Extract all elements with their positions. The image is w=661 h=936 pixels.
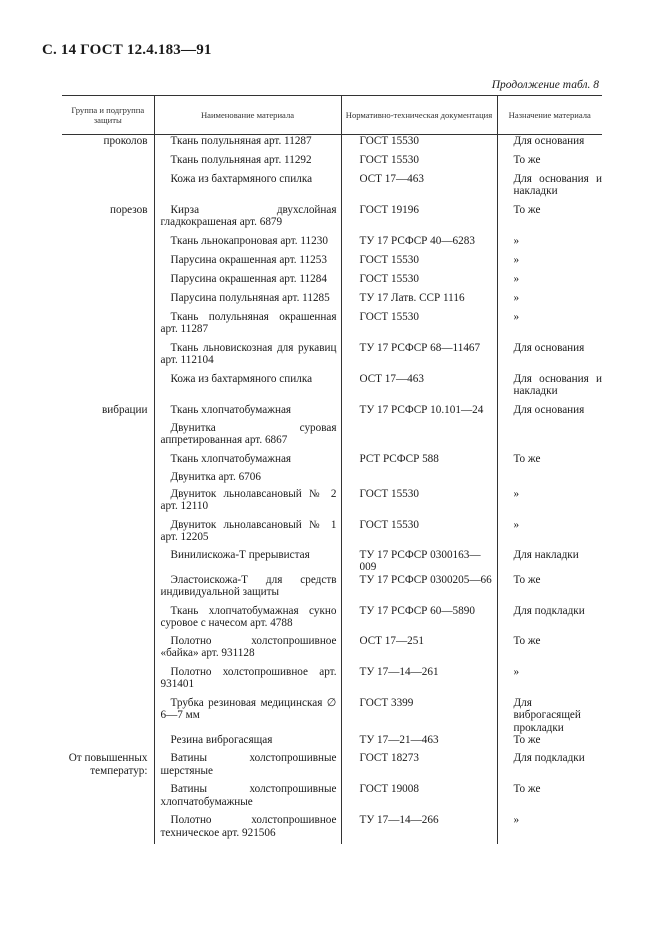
cell-material-name-text: Ткань полульняная арт. 11287 xyxy=(170,135,312,147)
cell-material-name xyxy=(154,519,341,549)
cell-group xyxy=(62,635,154,666)
cell-documentation xyxy=(341,311,497,342)
cell-group xyxy=(62,734,154,752)
cell-documentation xyxy=(341,488,497,519)
cell-group xyxy=(62,273,154,292)
table-row xyxy=(62,734,602,752)
cell-purpose-text: » xyxy=(513,665,520,678)
cell-documentation xyxy=(341,204,497,235)
cell-purpose-text: Для основания xyxy=(513,341,585,354)
cell-group xyxy=(62,342,154,373)
table-row xyxy=(62,488,602,519)
cell-group-text: От повышенных температур: xyxy=(68,752,148,777)
cell-material-name xyxy=(154,135,341,154)
cell-material-name-text: Эластоискожа-Т для средств индивидуальной защиты xyxy=(160,573,337,598)
cell-purpose xyxy=(497,814,602,844)
cell-material-name-text: Двунитка арт. 6706 xyxy=(170,470,261,483)
page-header: С. 14 ГОСТ 12.4.183—91 xyxy=(42,42,212,58)
cell-group xyxy=(62,422,154,453)
cell-material-name xyxy=(154,488,341,519)
cell-documentation xyxy=(341,154,497,173)
cell-material-name xyxy=(154,342,341,373)
table-row xyxy=(62,342,602,373)
cell-material-name xyxy=(154,173,341,204)
cell-purpose-text: Для основания и накладки xyxy=(513,172,602,197)
cell-purpose xyxy=(497,204,602,235)
table-row xyxy=(62,422,602,453)
cell-purpose-text: То же xyxy=(513,573,541,586)
cell-group xyxy=(62,154,154,173)
cell-material-name-text: Резина виброгасящая xyxy=(170,734,273,746)
cell-purpose xyxy=(497,292,602,311)
table-row xyxy=(62,605,602,635)
cell-purpose xyxy=(497,373,602,404)
cell-group xyxy=(62,173,154,204)
cell-documentation-text: ГОСТ 15530 xyxy=(359,310,419,323)
cell-documentation-text: ГОСТ 15530 xyxy=(359,487,419,500)
cell-purpose-text: Для основания и накладки xyxy=(513,372,602,397)
cell-purpose-text: » xyxy=(513,310,520,323)
cell-documentation xyxy=(341,734,497,752)
column-header-group: Группа и подгруппа защиты xyxy=(62,96,154,135)
cell-material-name-text: Полотно холстопрошивное «байка» арт. 931128 xyxy=(160,634,337,659)
cell-material-name xyxy=(154,292,341,311)
cell-material-name xyxy=(154,311,341,342)
cell-purpose-text: » xyxy=(513,253,520,266)
cell-purpose-text: Для основания xyxy=(513,135,585,147)
table-row xyxy=(62,697,602,735)
column-header-purpose: Назначение материала xyxy=(497,96,602,135)
cell-documentation xyxy=(341,453,497,471)
cell-documentation-text: ГОСТ 15530 xyxy=(359,272,419,285)
cell-material-name-text: Ткань полульняная арт. 11292 xyxy=(170,153,312,166)
cell-purpose-text: » xyxy=(513,272,520,285)
cell-purpose-text: » xyxy=(513,487,520,500)
cell-material-name xyxy=(154,783,341,814)
cell-material-name-text: Полотно холстопрошивное техническое арт. 921506 xyxy=(160,814,337,839)
cell-group-text: проколов xyxy=(103,135,148,147)
cell-material-name-text: Ткань хлопчатобумажная сукно суровое с начесом арт. 4788 xyxy=(160,604,337,629)
cell-purpose-text: То же xyxy=(513,452,541,465)
cell-purpose-text: » xyxy=(513,234,520,247)
cell-group xyxy=(62,373,154,404)
cell-purpose xyxy=(497,549,602,574)
cell-material-name xyxy=(154,574,341,605)
cell-group xyxy=(62,311,154,342)
cell-documentation xyxy=(341,135,497,154)
table-row xyxy=(62,292,602,311)
table-row xyxy=(62,635,602,666)
table-row xyxy=(62,453,602,471)
cell-purpose xyxy=(497,783,602,814)
cell-material-name xyxy=(154,697,341,735)
cell-documentation xyxy=(341,422,497,453)
cell-purpose xyxy=(497,404,602,422)
cell-material-name xyxy=(154,814,341,844)
table-row xyxy=(62,519,602,549)
cell-material-name xyxy=(154,373,341,404)
cell-documentation-text: ГОСТ 3399 xyxy=(359,696,414,709)
cell-group xyxy=(62,471,154,488)
cell-documentation xyxy=(341,666,497,697)
cell-material-name-text: Ткань льнокапроновая арт. 11230 xyxy=(170,234,328,247)
column-header-documentation: Нормативно-техническая документация xyxy=(341,96,497,135)
cell-purpose xyxy=(497,311,602,342)
cell-purpose-text: Для основания xyxy=(513,403,585,416)
cell-documentation xyxy=(341,605,497,635)
cell-material-name-text: Парусина окрашенная арт. 11253 xyxy=(170,253,327,266)
table-row xyxy=(62,311,602,342)
cell-group xyxy=(62,697,154,735)
table-row xyxy=(62,254,602,273)
cell-material-name-text: Ткань полульняная окрашенная арт. 11287 xyxy=(160,310,337,335)
cell-material-name xyxy=(154,752,341,783)
table-row xyxy=(62,135,602,154)
cell-purpose-text: То же xyxy=(513,634,541,647)
cell-documentation xyxy=(341,173,497,204)
cell-group xyxy=(62,235,154,254)
cell-material-name-text: Кожа из бахтармяного спилка xyxy=(170,172,313,185)
cell-purpose xyxy=(497,173,602,204)
column-header-material: Наименование материала xyxy=(154,96,341,135)
cell-documentation-text: ТУ 17 РСФСР 68—11467 xyxy=(359,341,481,354)
table-row xyxy=(62,783,602,814)
materials-table xyxy=(62,95,602,844)
cell-documentation xyxy=(341,697,497,735)
table-row xyxy=(62,154,602,173)
cell-group-text: вибрации xyxy=(102,403,148,416)
cell-documentation-text: ОСТ 17—463 xyxy=(359,172,424,185)
cell-documentation-text: ОСТ 17—251 xyxy=(359,634,424,647)
cell-material-name-text: Парусина полульняная арт. 11285 xyxy=(170,291,330,304)
cell-documentation-text: ОСТ 17—463 xyxy=(359,372,424,385)
cell-purpose-text: То же xyxy=(513,734,541,746)
cell-purpose-text: То же xyxy=(513,783,541,795)
table-row xyxy=(62,404,602,422)
cell-purpose xyxy=(497,635,602,666)
cell-group xyxy=(62,519,154,549)
cell-purpose-text: » xyxy=(513,291,520,304)
cell-purpose xyxy=(497,154,602,173)
table-row xyxy=(62,373,602,404)
cell-purpose-text: Для виброгасящей прокладки xyxy=(513,696,581,734)
cell-documentation xyxy=(341,783,497,814)
table-row xyxy=(62,666,602,697)
cell-group xyxy=(62,404,154,422)
cell-documentation-text: ТУ 17—14—261 xyxy=(359,665,439,678)
cell-material-name xyxy=(154,235,341,254)
cell-documentation xyxy=(341,235,497,254)
cell-material-name-text: Двунитка суровая аппретированная арт. 6867 xyxy=(160,421,337,446)
cell-documentation-text: ГОСТ 19196 xyxy=(359,203,419,216)
cell-documentation xyxy=(341,373,497,404)
cell-documentation-text: ТУ 17 РСФСР 0300163—009 xyxy=(359,548,481,573)
cell-purpose-text: Для подкладки xyxy=(513,604,585,617)
cell-material-name-text: Ватины холстопрошивные хлопчатобумажные xyxy=(160,783,337,808)
cell-documentation xyxy=(341,471,497,488)
cell-material-name-text: Ватины холстопрошивные шерстяные xyxy=(160,752,337,777)
cell-material-name xyxy=(154,635,341,666)
cell-group xyxy=(62,574,154,605)
cell-group xyxy=(62,752,154,783)
cell-purpose xyxy=(497,752,602,783)
cell-group-text: порезов xyxy=(109,203,148,216)
table-header-row xyxy=(62,96,602,135)
cell-purpose xyxy=(497,488,602,519)
cell-material-name-text: Двуниток льнолавсановый № 1 арт. 12205 xyxy=(160,518,337,543)
cell-group xyxy=(62,453,154,471)
cell-material-name-text: Кирза двухслойная гладкокрашеная арт. 6879 xyxy=(160,203,337,228)
cell-purpose-text: То же xyxy=(513,153,541,166)
cell-group xyxy=(62,605,154,635)
cell-documentation xyxy=(341,574,497,605)
cell-documentation xyxy=(341,292,497,311)
cell-material-name xyxy=(154,734,341,752)
table-row xyxy=(62,273,602,292)
cell-documentation xyxy=(341,254,497,273)
cell-material-name xyxy=(154,154,341,173)
cell-documentation xyxy=(341,519,497,549)
cell-group xyxy=(62,549,154,574)
cell-material-name xyxy=(154,666,341,697)
cell-documentation-text: ТУ 17 РСФСР 10.101—24 xyxy=(359,403,484,416)
cell-purpose xyxy=(497,734,602,752)
cell-group xyxy=(62,783,154,814)
cell-purpose-text: » xyxy=(513,814,520,826)
cell-group xyxy=(62,204,154,235)
cell-purpose xyxy=(497,605,602,635)
cell-material-name xyxy=(154,273,341,292)
table-continuation-label: Продолжение табл. 8 xyxy=(491,79,599,91)
cell-documentation-text: ТУ 17—14—266 xyxy=(359,814,439,826)
table-row xyxy=(62,814,602,844)
table-row xyxy=(62,574,602,605)
cell-purpose xyxy=(497,519,602,549)
cell-material-name-text: Двуниток льнолавсановый № 2 арт. 12110 xyxy=(160,487,337,512)
cell-documentation-text: ГОСТ 15530 xyxy=(359,253,419,266)
cell-group xyxy=(62,488,154,519)
cell-purpose xyxy=(497,697,602,735)
cell-material-name-text: Трубка резиновая медицинская ∅ 6—7 мм xyxy=(160,696,337,721)
materials-table-wrap xyxy=(62,95,602,844)
cell-documentation xyxy=(341,404,497,422)
cell-purpose xyxy=(497,574,602,605)
table-row xyxy=(62,173,602,204)
cell-documentation xyxy=(341,273,497,292)
cell-material-name-text: Полотно холстопрошивное арт. 931401 xyxy=(160,665,337,690)
cell-purpose xyxy=(497,254,602,273)
cell-group xyxy=(62,135,154,154)
cell-documentation xyxy=(341,342,497,373)
cell-material-name xyxy=(154,549,341,574)
cell-documentation-text: ГОСТ 15530 xyxy=(359,135,419,147)
cell-material-name-text: Кожа из бахтармяного спилка xyxy=(170,372,313,385)
cell-purpose-text: Для подкладки xyxy=(513,752,585,764)
cell-material-name xyxy=(154,605,341,635)
cell-purpose xyxy=(497,422,602,453)
cell-purpose xyxy=(497,342,602,373)
cell-purpose xyxy=(497,453,602,471)
table-row xyxy=(62,471,602,488)
cell-material-name xyxy=(154,422,341,453)
cell-purpose-text: » xyxy=(513,518,520,531)
cell-purpose-text: Для накладки xyxy=(513,548,579,561)
cell-documentation-text: ГОСТ 15530 xyxy=(359,518,419,531)
table-row xyxy=(62,752,602,783)
cell-material-name xyxy=(154,471,341,488)
cell-purpose xyxy=(497,666,602,697)
cell-documentation-text: РСТ РСФСР 588 xyxy=(359,452,439,465)
cell-documentation-text: ГОСТ 18273 xyxy=(359,752,419,764)
table-body xyxy=(62,135,602,845)
cell-documentation-text: ГОСТ 19008 xyxy=(359,783,419,795)
cell-group xyxy=(62,292,154,311)
cell-material-name xyxy=(154,204,341,235)
table-row xyxy=(62,204,602,235)
cell-material-name-text: Ткань хлопчатобумажная xyxy=(170,452,292,465)
cell-documentation-text: ТУ 17 РСФСР 40—6283 xyxy=(359,234,475,247)
table-row xyxy=(62,235,602,254)
cell-purpose xyxy=(497,135,602,154)
cell-documentation-text: ТУ 17 РСФСР 0300205—66 xyxy=(359,573,492,586)
cell-material-name xyxy=(154,254,341,273)
cell-documentation-text: ТУ 17—21—463 xyxy=(359,734,439,746)
table-row xyxy=(62,549,602,574)
cell-purpose xyxy=(497,235,602,254)
cell-documentation xyxy=(341,549,497,574)
cell-purpose-text: То же xyxy=(513,203,541,216)
cell-purpose xyxy=(497,273,602,292)
cell-group xyxy=(62,814,154,844)
cell-group xyxy=(62,254,154,273)
cell-documentation-text: ТУ 17 Латв. ССР 1116 xyxy=(359,291,465,304)
cell-material-name-text: Ткань хлопчатобумажная xyxy=(170,403,292,416)
cell-documentation xyxy=(341,752,497,783)
cell-documentation-text: ГОСТ 15530 xyxy=(359,153,419,166)
cell-material-name xyxy=(154,453,341,471)
cell-purpose xyxy=(497,471,602,488)
cell-material-name-text: Парусина окрашенная арт. 11284 xyxy=(170,272,327,285)
cell-documentation xyxy=(341,635,497,666)
cell-material-name xyxy=(154,404,341,422)
cell-documentation xyxy=(341,814,497,844)
cell-material-name-text: Винилискожа-Т прерывистая xyxy=(170,548,310,561)
cell-group xyxy=(62,666,154,697)
cell-documentation-text: ТУ 17 РСФСР 60—5890 xyxy=(359,604,475,617)
cell-material-name-text: Ткань льновискозная для рукавиц арт. 112104 xyxy=(160,341,337,366)
